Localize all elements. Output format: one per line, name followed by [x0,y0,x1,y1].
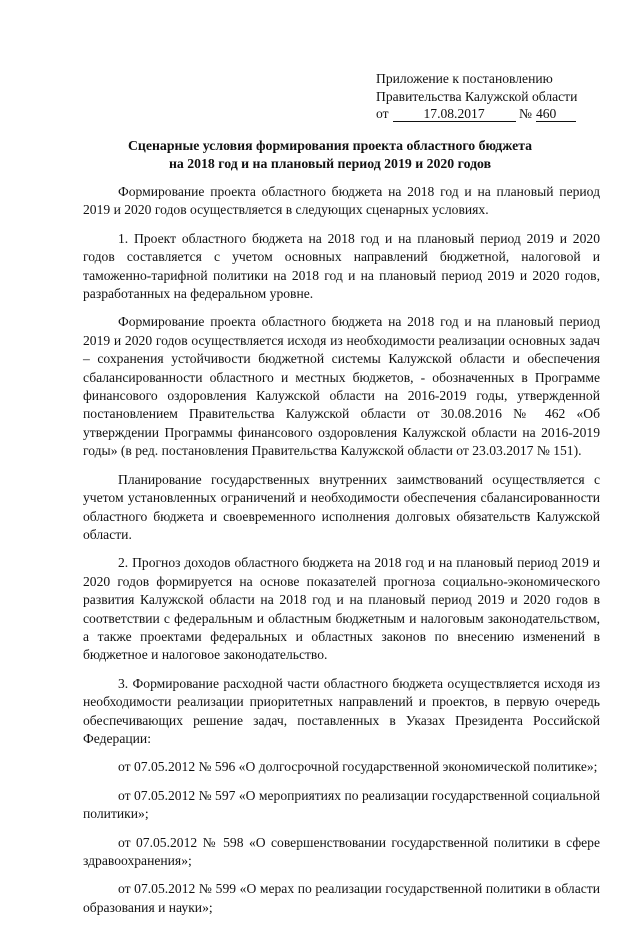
paragraph-1: 1. Проект областного бюджета на 2018 год и на плановый период 2019 и 2020 годов составляется с учетом основных направлений бюджетной, налоговой и таможенно-тарифной политики на 2018 год и на плановый период 2019 и 2020 годов, разработанных на федеральном уровне. [83,230,600,302]
paragraph-intro: Формирование проекта областного бюджета на 2018 год и на плановый период 2019 и 2020 годов осуществляется в следующих сценарных условиях. [83,184,600,218]
paragraph-financial-recovery: Формирование проекта областного бюджета на 2018 год и на плановый период 2019 и 2020 годов осуществляется исходя из необходимости реализации основных задач – сохранения устойчивости бюджетной системы Калужской области и обеспечения сбалансированности областного и местных бюджетов, - обозначенных в Программе финансового оздоровления Калужской области на 2016-2019 годы, утвержденной постановлением Правительства Калужской области от 30.08.2016 № 462 «Об утверждении Программы финансового оздоровления Калужской области на 2016-2019 годы» (в ред. постановления Правительства Калужской области от 23.03.2017 № 151). [83,314,600,459]
decree-item-599: от 07.05.2012 № 599 «О мерах по реализации государственной политики в области образования и науки»; [83,881,600,915]
paragraph-borrowings: Планирование государственных внутренних заимствований осуществляется с учетом установленных ограничений и необходимости обеспечения сбалансированности областного бюджета и своевременного исполнения долговых обязательств Калужской области. [83,471,600,542]
title-line-1: Сценарные условия формирования проекта областного бюджета [127,138,533,153]
decree-item-596: от 07.05.2012 № 596 «О долгосрочной государственной экономической политике»; [118,759,598,775]
annex-block [376,70,606,123]
annex-line-1: Приложение к постановлению [376,71,553,86]
annex-date-line [376,105,606,123]
document-body [83,183,600,927]
paragraph-2: 2. Прогноз доходов областного бюджета на 2018 год и на плановый период 2019 и 2020 годов формируется на основе показателей прогноза социально-экономического развития Калужской области на 2018 год и на плановый период 2019 и 2020 годов в соответствии с федеральным и областным бюджетным и налоговым законодательством, а также проектами федеральных и областных законов по внесению изменений в бюджетное и налоговое законодательство. [83,555,600,663]
document-title [60,137,600,173]
annex-number: 460 [536,106,576,122]
number-prefix: № [518,106,532,121]
decree-item-598: от 07.05.2012 № 598 «О совершенствовании государственной политики в сфере здравоохранения»; [83,834,600,868]
annex-line-2: Правительства Калужской области [376,88,578,104]
decree-item-597: от 07.05.2012 № 597 «О мероприятиях по реализации государственной социальной политики»; [83,787,600,822]
paragraph-3: 3. Формирование расходной части областного бюджета осуществляется исходя из необходимости реализации приоритетных направлений и проектов, в первую очередь обеспечивающих решение задач, поставленных в Указах Президента Российской Федерации: [83,675,600,746]
date-prefix: от [376,106,389,121]
annex-date: 17.08.2017 [393,106,516,122]
title-line-2: на 2018 год и на плановый период 2019 и 2020 годов [168,156,492,171]
